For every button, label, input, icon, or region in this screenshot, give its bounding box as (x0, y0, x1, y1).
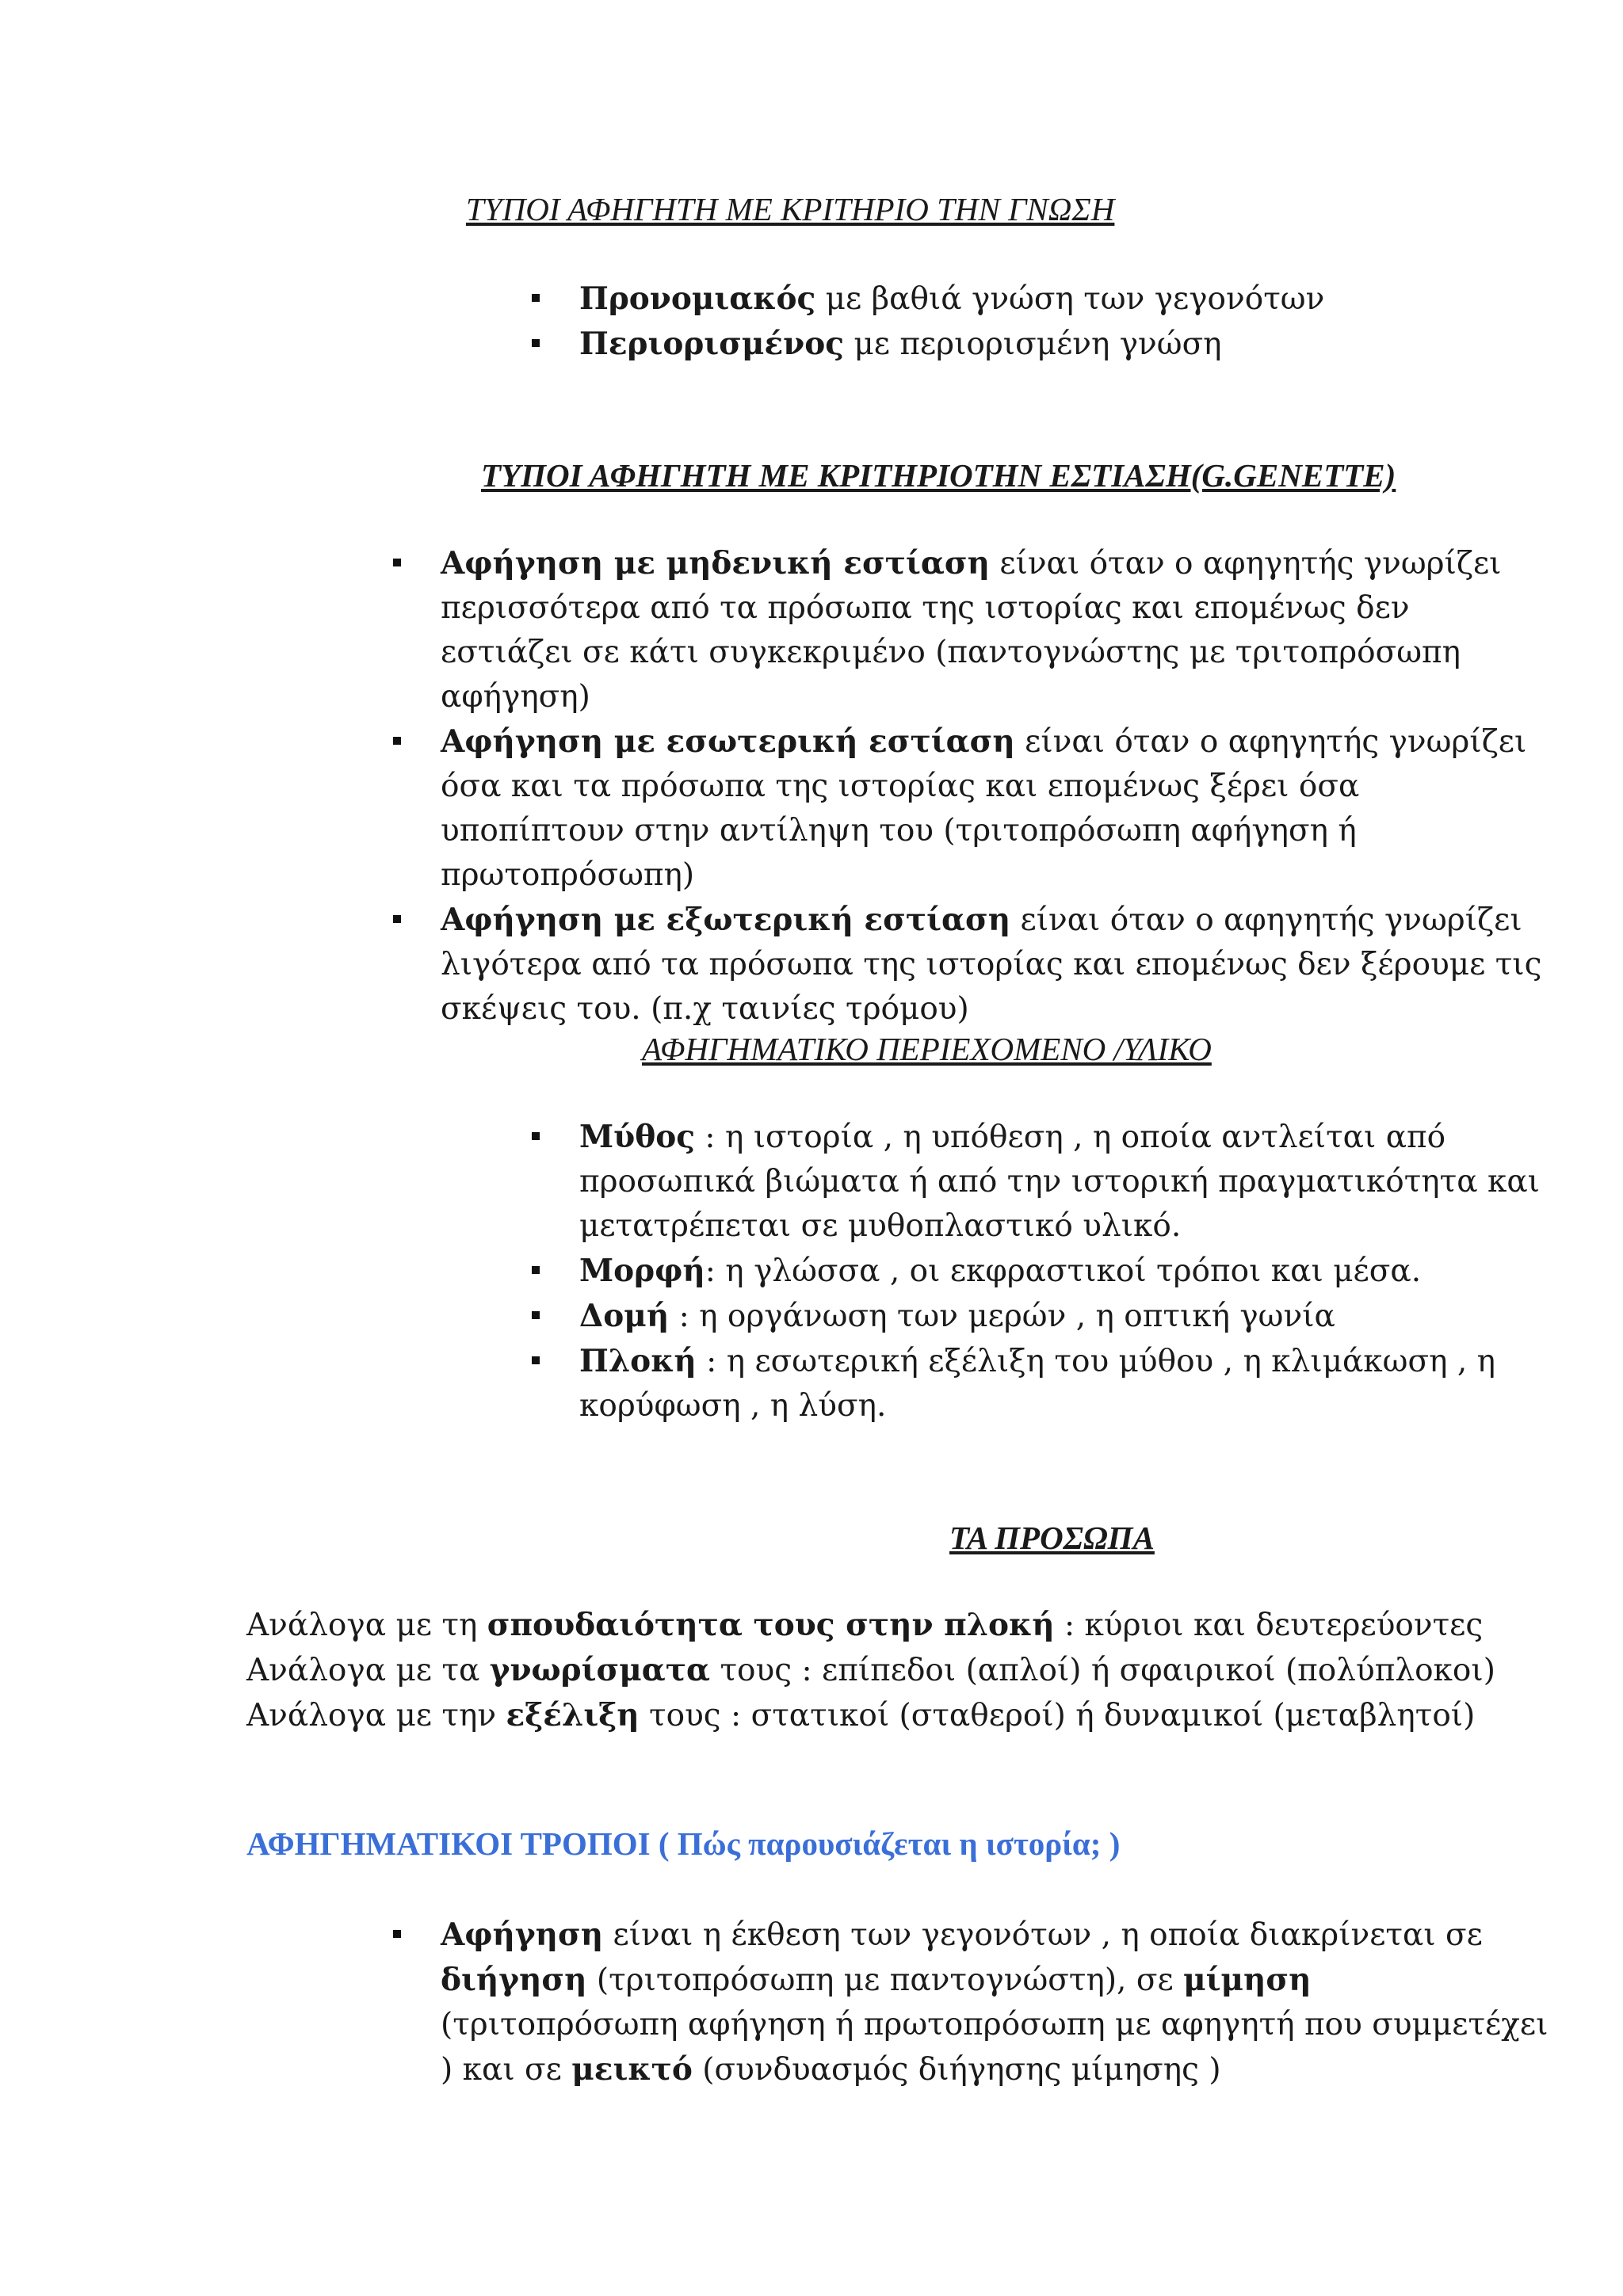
bullet-icon (532, 1356, 540, 1364)
characters-paragraph (246, 1603, 1495, 1738)
list-item: Δομή : η οργάνωση των μερών , η οπτική γωνία (579, 1294, 1546, 1339)
bullet-icon (532, 1132, 540, 1140)
bullet-icon (393, 559, 401, 566)
focalization-list (441, 541, 1550, 1032)
bullet-icon (393, 1930, 401, 1938)
list-item: Μορφή: η γλώσσα , οι εκφραστικοί τρόποι και μέσα. (579, 1249, 1546, 1294)
bullet-icon (393, 737, 401, 745)
section-heading-narrative-modes: ΑΦΗΓΗΜΑΤΙΚΟΙ ΤΡΟΠΟΙ ( Πώς παρουσιάζεται η ιστορία; ) (246, 1825, 1121, 1862)
list-item: Προνομιακός με βαθιά γνώση των γεγονότων (579, 277, 1530, 322)
list-item: Αφήγηση με εσωτερική εστίαση είναι όταν ο αφηγητής γνωρίζει όσα και τα πρόσωπα της ιστορίας και επομένως ξέρει όσα υποπίπτουν στην αντίληψη του (τριτοπρόσωπη αφήγηση ή πρωτοπρόσωπη) (441, 719, 1550, 898)
characters-line: Ανάλογα με τα γνωρίσματα τους : επίπεδοι (απλοί) ή σφαιρικοί (πολύπλοκοι) (246, 1652, 1495, 1688)
section-heading-focalization: ΤΥΠΟΙ ΑΦΗΓΗΤΗ ΜΕ ΚΡΙΤΗΡΙΟΤΗΝ ΕΣΤΙΑΣΗ(G.GENETTE) (481, 457, 1396, 494)
bullet-icon (393, 915, 401, 923)
bullet-icon (532, 1311, 540, 1319)
bullet-icon (532, 1266, 540, 1274)
section-heading-knowledge: ΤΥΠΟΙ ΑΦΗΓΗΤΗ ΜΕ ΚΡΙΤΗΡΙΟ ΤΗΝ ΓΝΩΣΗ (466, 191, 1115, 227)
knowledge-list (579, 277, 1530, 367)
narrative-modes-list (441, 1913, 1550, 2092)
section-heading-content: ΑΦΗΓΗΜΑΤΙΚΟ ΠΕΡΙΕΧΟΜΕΝΟ /ΥΛΙΚΟ (642, 1031, 1212, 1067)
list-item: Περιορισμένος με περιορισμένη γνώση (579, 322, 1530, 367)
characters-line: Ανάλογα με τη σπουδαιότητα τους στην πλοκή : κύριοι και δευτερεύοντες (246, 1607, 1484, 1643)
list-item: Πλοκή : η εσωτερική εξέλιξη του μύθου , η κλιμάκωση , η κορύφωση , η λύση. (579, 1339, 1546, 1428)
list-item: Μύθος : η ιστορία , η υπόθεση , η οποία αντλείται από προσωπικά βιώματα ή από την ιστορική πραγματικότητα και μετατρέπεται σε μυθοπλαστικό υλικό. (579, 1115, 1546, 1249)
list-item: Αφήγηση με μηδενική εστίαση είναι όταν ο αφηγητής γνωρίζει περισσότερα από τα πρόσωπα της ιστορίας και επομένως δεν εστιάζει σε κάτι συγκεκριμένο (παντογνώστης με τριτοπρόσωπη αφήγηση) (441, 541, 1550, 719)
bullet-icon (532, 294, 540, 302)
characters-line: Ανάλογα με την εξέλιξη τους : στατικοί (σταθεροί) ή δυναμικοί (μεταβλητοί) (246, 1697, 1476, 1733)
list-item: Αφήγηση με εξωτερική εστίαση είναι όταν ο αφηγητής γνωρίζει λιγότερα από τα πρόσωπα της ιστορίας και επομένως δεν ξέρουμε τις σκέψεις του. (π.χ ταινίες τρόμου) (441, 898, 1550, 1032)
bullet-icon (532, 339, 540, 347)
list-item: Αφήγηση είναι η έκθεση των γεγονότων , η οποία διακρίνεται σε διήγηση (τριτοπρόσωπη με παντογνώστη), σε μίμηση (τριτοπρόσωπη αφήγηση ή πρωτοπρόσωπη με αφηγητή που συμμετέχει ) και σε μεικτό (συνδυασμός διήγησης μίμησης ) (441, 1913, 1550, 2092)
content-list (579, 1115, 1546, 1428)
section-heading-characters: ΤΑ ΠΡΟΣΩΠΑ (949, 1520, 1155, 1556)
